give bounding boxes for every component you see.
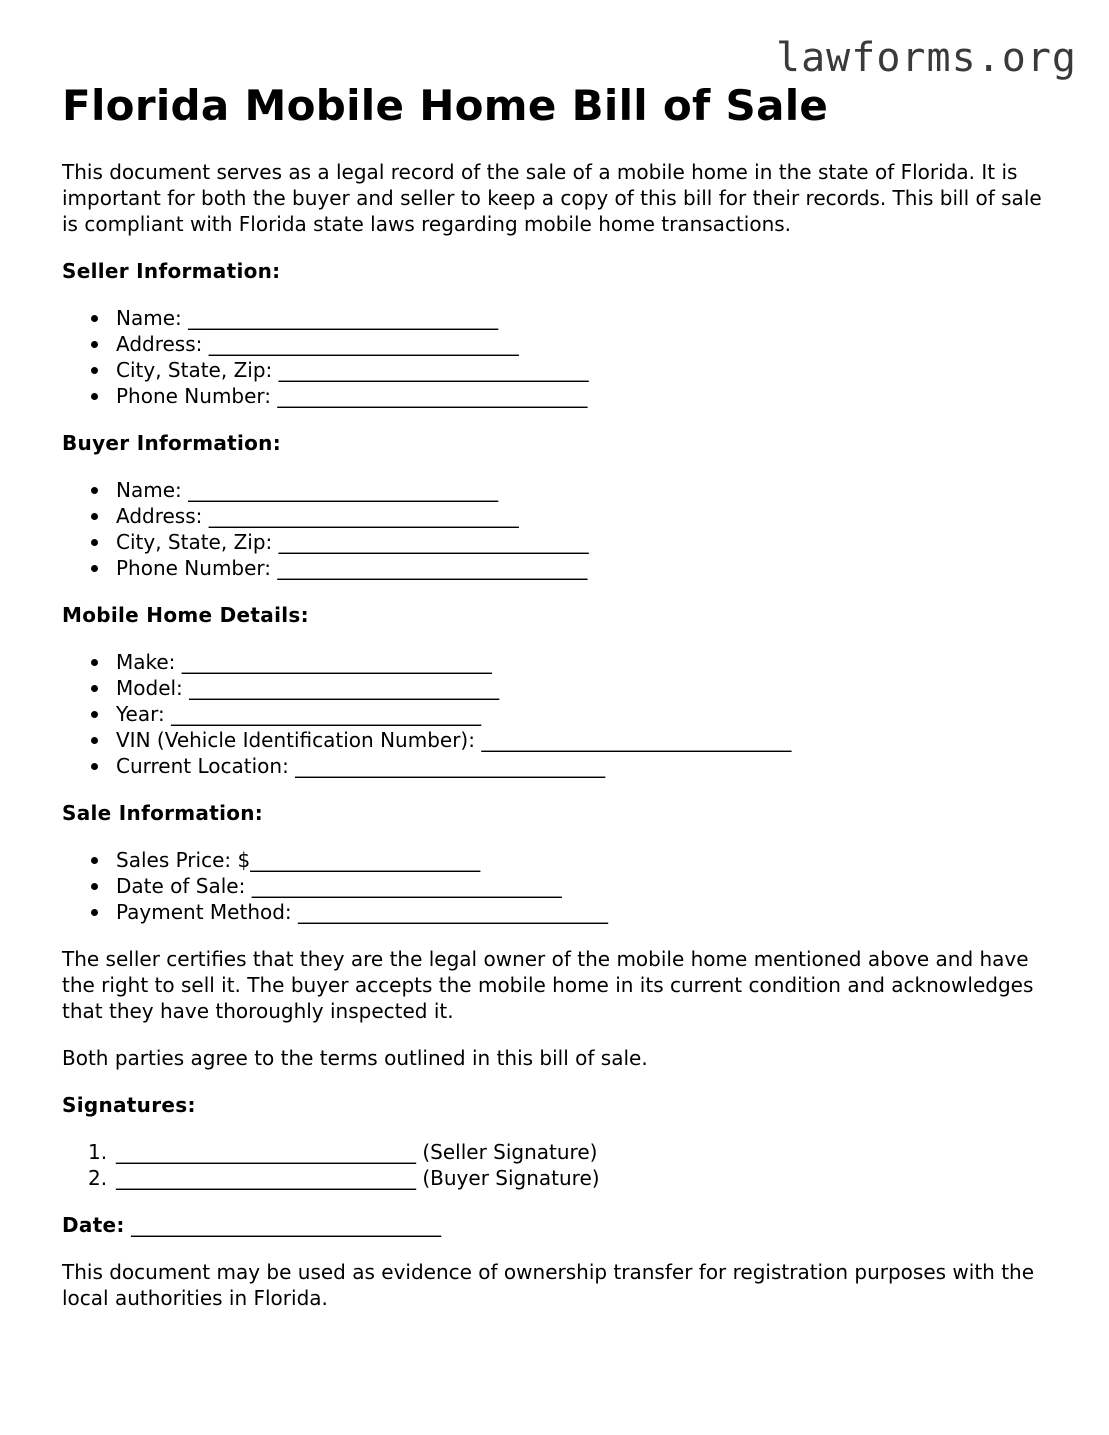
- payment-method-field: Payment Method: _______________________________: [62, 899, 1052, 925]
- seller-address-field: Address: _______________________________: [62, 331, 1052, 357]
- certification-paragraph: The seller certifies that they are the legal owner of the mobile home mentioned above and have the right to sell it. The buyer accepts the mobile home in its current condition and acknowledges that they have thoroughly inspected it.: [62, 947, 1034, 1023]
- seller-field-list: [62, 305, 1052, 409]
- signature-list: [62, 1139, 1052, 1191]
- footer-paragraph: This document may be used as evidence of ownership transfer for registration purposes with the local authorities in Florida.: [62, 1260, 1035, 1310]
- list-number: 2.: [88, 1166, 108, 1190]
- seller-name-field: Name: _______________________________: [62, 305, 1052, 331]
- seller-heading: Seller Information:: [62, 259, 281, 283]
- signatures-heading: Signatures:: [62, 1093, 196, 1117]
- home-model-field: Model: _______________________________: [62, 675, 1052, 701]
- home-make-field: Make: _______________________________: [62, 649, 1052, 675]
- home-field-list: [62, 649, 1052, 779]
- sale-field-list: [62, 847, 1052, 925]
- buyer-heading: Buyer Information:: [62, 431, 282, 455]
- sale-price-field: Sales Price: $_______________________: [62, 847, 1052, 873]
- date-label: Date:: [62, 1213, 125, 1237]
- home-vin-field: VIN (Vehicle Identification Number): _______________________________: [62, 727, 1052, 753]
- buyer-address-field: Address: _______________________________: [62, 503, 1052, 529]
- seller-signature-line: [62, 1139, 1052, 1165]
- intro-paragraph: This document serves as a legal record of the sale of a mobile home in the state of Florida. It is important for both the buyer and seller to keep a copy of this bill for their records. This bill of sale is compliant with Florida state laws regarding mobile home transactions.: [62, 160, 1042, 236]
- home-location-field: Current Location: _______________________________: [62, 753, 1052, 779]
- document-title: Florida Mobile Home Bill of Sale: [62, 81, 829, 130]
- date-field: [62, 1212, 1052, 1238]
- buyer-phone-field: Phone Number: _______________________________: [62, 555, 1052, 581]
- seller-phone-field: Phone Number: _______________________________: [62, 383, 1052, 409]
- list-number: 1.: [88, 1140, 108, 1164]
- sale-date-field: Date of Sale: _______________________________: [62, 873, 1052, 899]
- home-details-heading: Mobile Home Details:: [62, 603, 309, 627]
- buyer-field-list: [62, 477, 1052, 581]
- buyer-name-field: Name: _______________________________: [62, 477, 1052, 503]
- buyer-signature-line: [62, 1165, 1052, 1191]
- sale-heading: Sale Information:: [62, 801, 264, 825]
- document-page: [62, 80, 1052, 1311]
- seller-city-state-zip-field: City, State, Zip: _______________________________: [62, 357, 1052, 383]
- seller-signature-text: ______________________________ (Seller Signature): [116, 1140, 598, 1164]
- home-year-field: Year: _______________________________: [62, 701, 1052, 727]
- buyer-city-state-zip-field: City, State, Zip: _______________________________: [62, 529, 1052, 555]
- agreement-paragraph: Both parties agree to the terms outlined in this bill of sale.: [62, 1046, 648, 1070]
- site-watermark: lawforms.org: [776, 35, 1077, 81]
- date-blank: _______________________________: [131, 1213, 442, 1237]
- buyer-signature-text: ______________________________ (Buyer Signature): [116, 1166, 600, 1190]
